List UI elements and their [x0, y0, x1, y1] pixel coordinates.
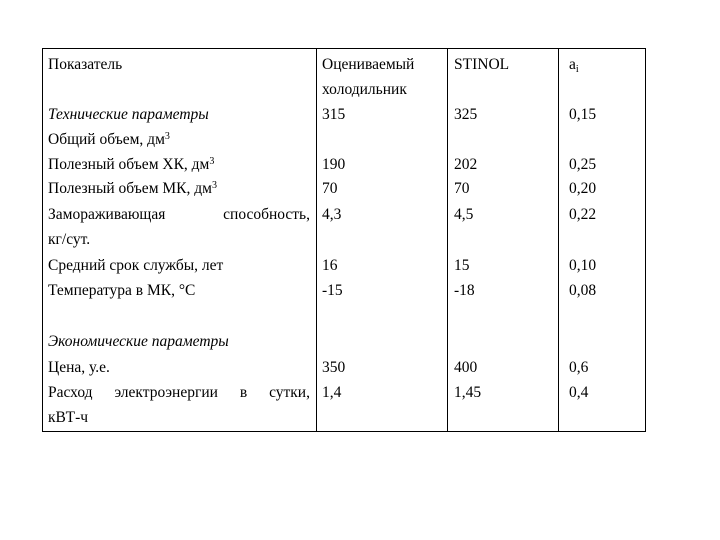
- price-coef: 0,6: [569, 359, 589, 376]
- energy-label-word4: сутки,: [269, 384, 310, 401]
- useful-mk-label-text: Полезный объем МК, дм: [48, 180, 212, 197]
- useful-hk-unit-sup: 3: [209, 156, 215, 167]
- header-indicator: Показатель: [48, 56, 123, 73]
- total-volume-label: [48, 127, 170, 153]
- technical-section-title: Технические параметры: [48, 106, 209, 123]
- useful-mk-unit-sup: 3: [211, 180, 217, 191]
- column-divider: [316, 49, 317, 431]
- energy-coef: 0,4: [569, 384, 589, 401]
- header-coefficient: [569, 52, 579, 83]
- total-volume-coef: 0,15: [569, 106, 597, 123]
- freezing-label-line1: [48, 202, 310, 228]
- energy-label-word1: Расход: [48, 384, 93, 401]
- temperature-label: Температура в МК, °С: [48, 282, 196, 299]
- energy-evaluated: 1,4: [322, 384, 342, 401]
- header-stinol: STINOL: [454, 56, 510, 73]
- coef-base: a: [569, 56, 576, 73]
- column-divider: [447, 49, 448, 431]
- useful-mk-label: [48, 176, 217, 202]
- energy-label-word2: электроэнергии: [114, 384, 218, 401]
- temperature-evaluated: -15: [322, 282, 343, 299]
- temperature-stinol: -18: [454, 282, 475, 299]
- freezing-stinol: 4,5: [454, 206, 474, 223]
- freezing-label-line2: кг/сут.: [48, 231, 91, 248]
- price-evaluated: 350: [322, 359, 346, 376]
- energy-label-word3: в: [239, 384, 248, 401]
- useful-mk-coef: 0,20: [569, 180, 597, 197]
- freezing-label-word2: способность,: [223, 206, 310, 223]
- energy-label-line1: [48, 380, 310, 406]
- total-volume-unit-sup: 3: [164, 131, 170, 142]
- total-volume-stinol: 325: [454, 106, 478, 123]
- total-volume-label-text: Общий объем, дм: [48, 131, 165, 148]
- useful-hk-coef: 0,25: [569, 156, 597, 173]
- total-volume-evaluated: 315: [322, 106, 346, 123]
- useful-hk-label-text: Полезный объем ХК, дм: [48, 156, 210, 173]
- useful-hk-stinol: 202: [454, 156, 478, 173]
- temperature-coef: 0,08: [569, 282, 597, 299]
- energy-stinol: 1,45: [454, 384, 482, 401]
- economic-section-title: Экономические параметры: [48, 333, 229, 350]
- header-evaluated-line2: холодильник: [322, 81, 407, 98]
- useful-hk-label: [48, 152, 214, 178]
- service-life-stinol: 15: [454, 257, 470, 274]
- service-life-evaluated: 16: [322, 257, 338, 274]
- useful-hk-evaluated: 190: [322, 156, 346, 173]
- service-life-coef: 0,10: [569, 257, 597, 274]
- header-evaluated-line1: Оцениваемый: [322, 56, 415, 73]
- service-life-label: Средний срок службы, лет: [48, 257, 224, 274]
- energy-label-line2: кВТ-ч: [48, 409, 89, 426]
- coef-subscript: i: [575, 64, 579, 75]
- useful-mk-evaluated: 70: [322, 180, 338, 197]
- useful-mk-stinol: 70: [454, 180, 470, 197]
- price-label: Цена, у.е.: [48, 359, 110, 376]
- comparison-table: [42, 48, 646, 432]
- freezing-label-word1: Замораживающая: [48, 206, 166, 223]
- column-divider: [558, 49, 559, 431]
- freezing-evaluated: 4,3: [322, 206, 342, 223]
- freezing-coef: 0,22: [569, 206, 597, 223]
- price-stinol: 400: [454, 359, 478, 376]
